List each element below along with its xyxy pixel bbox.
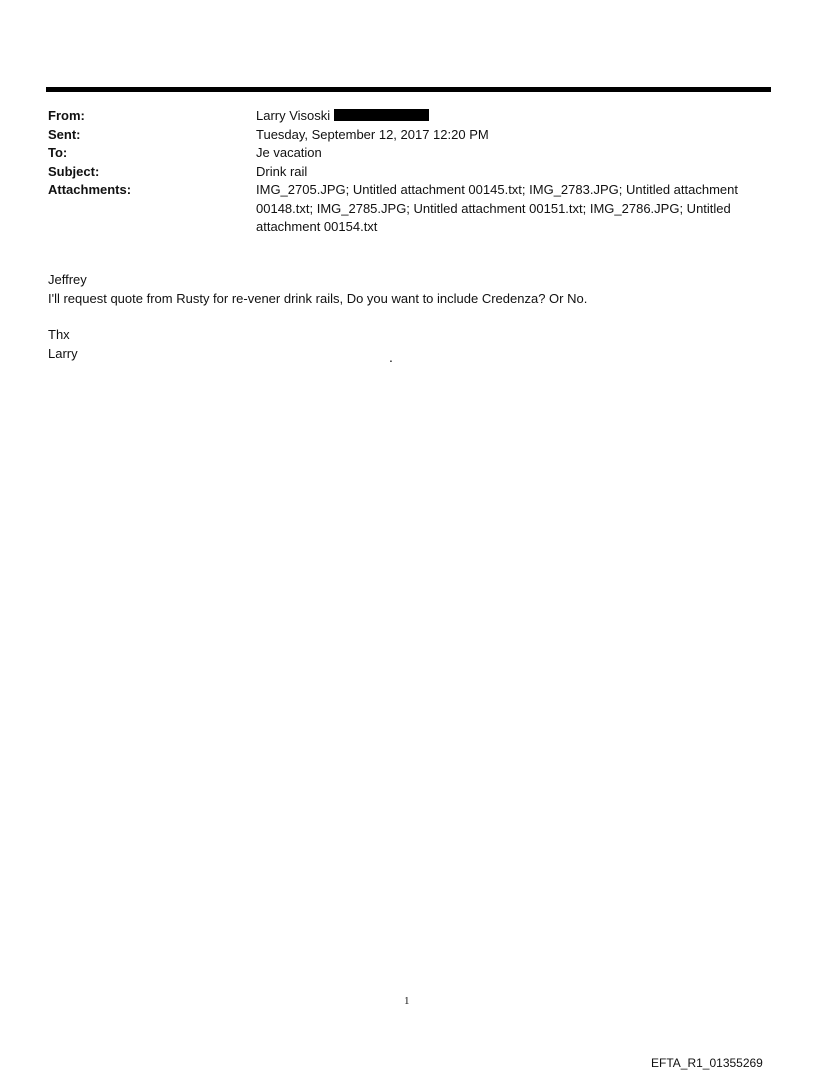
to-label: To: xyxy=(48,145,68,160)
page-number: 1 xyxy=(404,995,410,1007)
redaction-block xyxy=(334,109,429,121)
sent-row xyxy=(48,126,748,145)
from-name: Larry Visoski xyxy=(256,108,331,123)
to-value: Je vacation xyxy=(256,145,322,160)
attachments-label: Attachments: xyxy=(48,182,132,197)
header-divider xyxy=(46,87,771,92)
from-value xyxy=(256,107,748,126)
thanks: Thx xyxy=(48,327,70,342)
body-line: I'll request quote from Rusty for re-vener drink rails, Do you want to include Credenza? Or No. xyxy=(48,290,588,306)
email-body xyxy=(48,271,748,363)
document-id: EFTA_R1_01355269 xyxy=(651,1056,763,1070)
signature: Larry xyxy=(48,345,78,361)
subject-value: Drink rail xyxy=(256,163,308,179)
stray-mark: . xyxy=(389,349,393,365)
attachments-value: IMG_2705.JPG; Untitled attachment 00145.txt; IMG_2783.JPG; Untitled attachment 00148.txt; IMG_2785.JPG; Untitled attachment 00151.txt; IMG_2786.JPG; Untitled attachment 00154.txt xyxy=(256,182,738,234)
attachments-row xyxy=(48,181,748,237)
from-label: From: xyxy=(48,108,85,123)
subject-label: Subject: xyxy=(48,163,100,179)
greeting: Jeffrey xyxy=(48,272,87,287)
subject-row xyxy=(48,163,748,182)
email-header xyxy=(48,107,748,237)
sent-value: Tuesday, September 12, 2017 12:20 PM xyxy=(256,126,489,142)
from-row xyxy=(48,107,748,126)
to-row xyxy=(48,144,748,163)
sent-label: Sent: xyxy=(48,126,81,142)
